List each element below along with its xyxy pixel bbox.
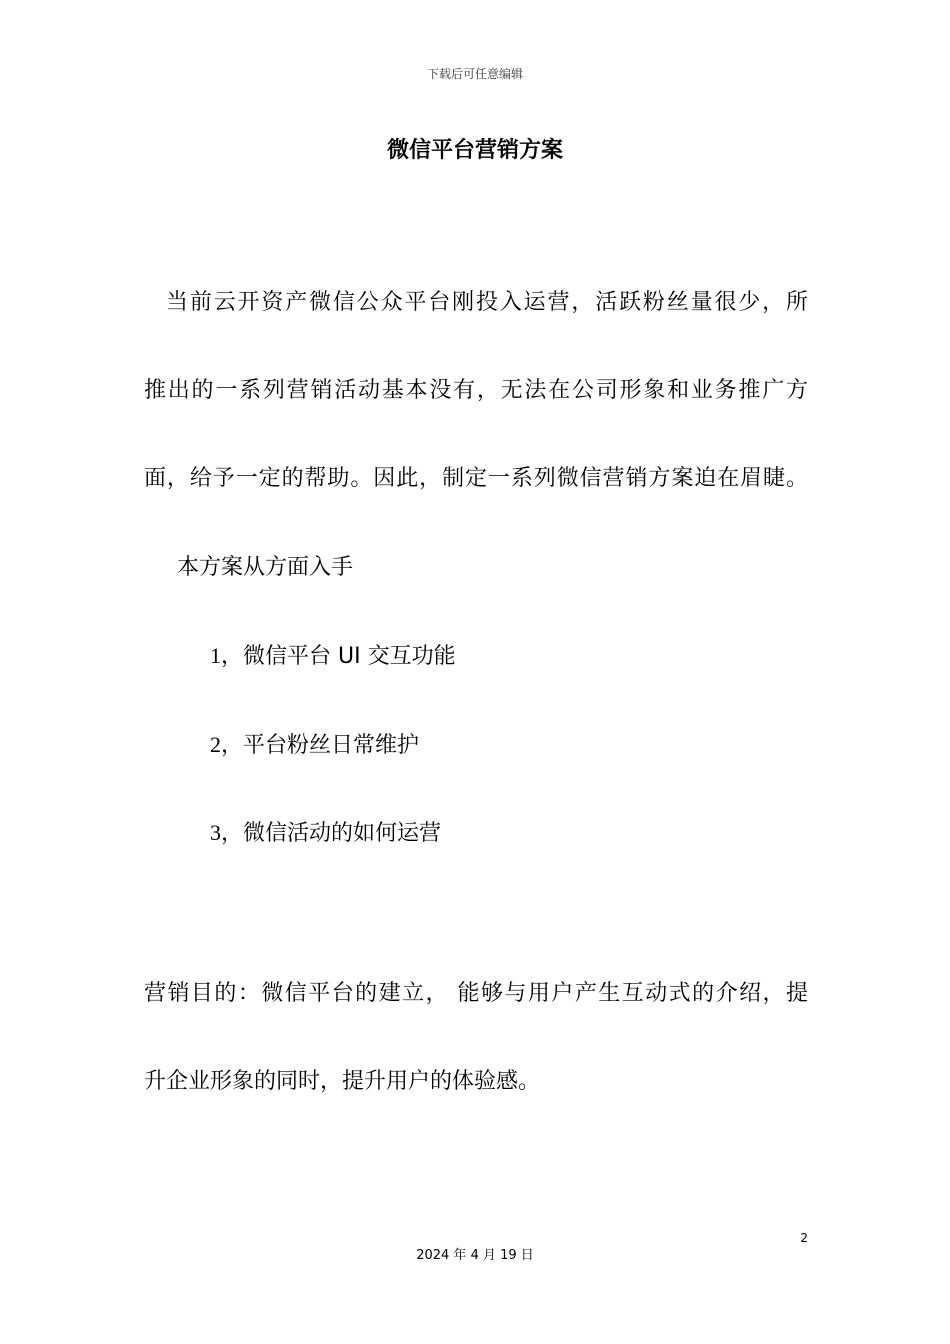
- intro-line-1: 当前云开资产微信公众平台刚投入运营，活跃粉丝量很少，所: [166, 290, 808, 315]
- plan-item-number: 1: [210, 643, 221, 668]
- goal-line-1: 营销目的：微信平台的建立， 能够与用户产生互动式的介绍，提: [144, 981, 808, 1006]
- plan-item-number: 2: [210, 732, 221, 757]
- document-title: 微信平台营销方案: [386, 138, 563, 163]
- plan-item-1: [210, 641, 456, 672]
- plan-item-2: [210, 730, 419, 761]
- plan-item-separator: ，: [221, 644, 244, 669]
- goal-line-2: 升企业形象的同时，提升用户的体验感。: [144, 1069, 541, 1094]
- plan-item-separator: ，: [221, 733, 244, 758]
- plan-item-separator: ，: [221, 821, 244, 846]
- plan-item-text: 微信平台 UI 交互功能: [243, 644, 456, 669]
- plan-item-number: 3: [210, 820, 221, 845]
- intro-line-2: 推出的一系列营销活动基本没有，无法在公司形象和业务推广方: [144, 378, 808, 403]
- plan-item-3: [210, 818, 441, 849]
- footer-date: 2024 年 4 月 19 日: [416, 1248, 534, 1263]
- plan-item-text: 微信活动的如何运营: [243, 821, 442, 846]
- intro-line-3: 面，给予一定的帮助。因此，制定一系列微信营销方案迫在眉睫。: [144, 466, 808, 491]
- plan-item-text: 平台粉丝日常维护: [243, 733, 420, 758]
- page-number: 2: [800, 1231, 808, 1245]
- plan-intro: 本方案从方面入手: [177, 555, 354, 580]
- header-note: 下载后可任意编辑: [426, 67, 523, 81]
